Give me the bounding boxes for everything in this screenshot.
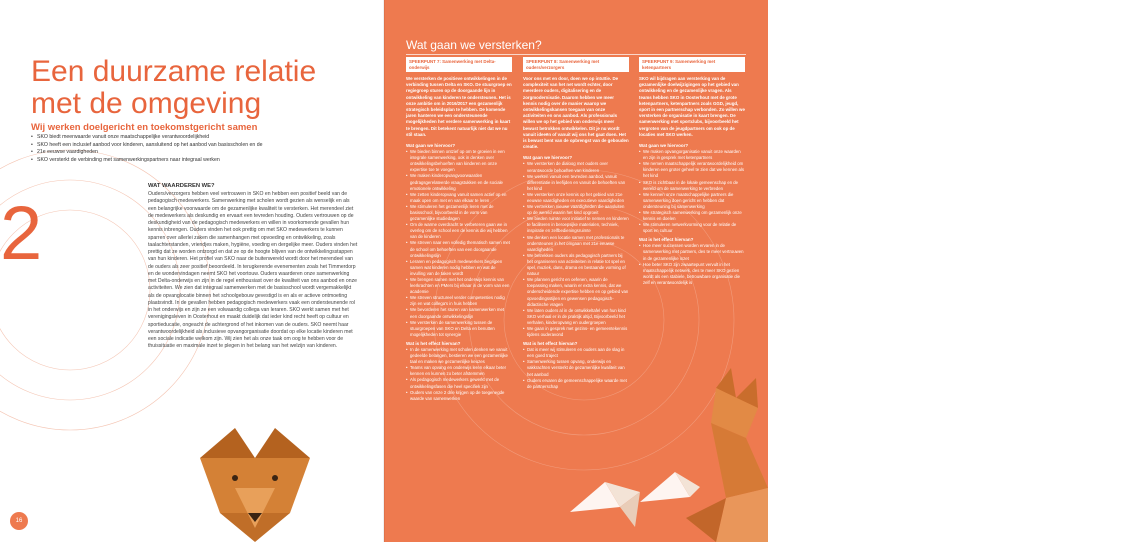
column-subheading: Wat is het effect hiervan?	[406, 340, 461, 346]
page-number-right: 17	[1122, 512, 1129, 518]
page-gutter	[383, 0, 385, 542]
list-item: • Om de warme overdracht te verbeteren gaan we in overleg om de school een de kennis die wij hebben van de kinderen	[406, 222, 512, 240]
list-item: • We kennen onze maatschappelijke partners die samenwerking doen gericht en hebben dat ondersteuning bij samenwerking	[639, 192, 745, 210]
title-divider	[406, 54, 746, 55]
list-item: • We stimuleren netwerkvorming voor de relatie de sport en cultuur	[639, 222, 745, 234]
goal-bullet-list	[31, 134, 351, 164]
section-heading: WAT WAARDEREN WE?	[148, 183, 215, 189]
column-intro: Voor ons met en door, doen we op intuïtie. De complexiteit van het net wordt echter, door meerdere ouders, digitalisering en de zorgmodernisatie. Daarom hebben we meer kennis nodig over de manier waarop we ontwikkelingskansen toegaan van onze activiteiten en ons aanbod. Als professionals willen we op het gebied van onderwijs meer bewust betrokken ontwikkelen. Dit je nu wordt vanuit ideeën of vanuit wij ons het gaat doen. Het is bewust bent van de opbrengst van de gebouden creatie.	[523, 76, 629, 150]
list-item: • We zetten kinderopvang vanuit samen actief op en maak open om met en van elkaar te leren	[406, 192, 512, 204]
list-item: • SKO biedt meerwaarde vanuit onze maatschappelijke verantwoordelijkheid	[31, 134, 351, 142]
right-page-title: Wat gaan we versterken?	[406, 38, 542, 52]
list-item: • We stimuleren het gezamenlijk leren met de basisschool, bijvoorbeeld in de vorm van gezamenlijke studiedagen	[406, 204, 512, 222]
body-column	[148, 183, 358, 351]
list-item: • We denken een locatie samen met professionals te ondersteunen in het omgaan met 21e eeuwse vaardigheden	[523, 235, 629, 253]
list-item: • We streven naar een volledig thematisch samen met de school om behoeften van een doorgaande ontwikkelingslijn	[406, 240, 512, 258]
page-title: Een duurzame relatie met de omgeving	[31, 55, 317, 120]
list-item: • SKO heeft een inclusief aanbod voor kinderen, aansluitend op het aanbod van basisscholen en de	[31, 142, 351, 150]
list-item: • We streven structureel verder competenties nodig zijn en wat collega's in huis hebben	[406, 295, 512, 307]
effect-list	[406, 347, 512, 402]
list-item: • We plannen gericht en oefenen, waarin de toepassing maken, waarin er extra kennis, dat we onderscheidende expertise hebben en op gebied van opvoedingsstijlen en gewensen pedagogisch-didactische vragen	[523, 277, 629, 307]
column-subheading: Wat gaan we hiervoor?	[639, 143, 689, 149]
column-header: SPEERPUNT 8: Samenwerking met ouders/verzorgers	[523, 57, 629, 72]
column-subheading: Wat gaan we hiervoor?	[523, 155, 573, 161]
list-item: • Samenwerking tussen opvang, onderwijs en vakkrachten versterkt de gezamenlijke kwaliteit van het aanbod	[523, 359, 629, 377]
effect-list	[523, 347, 629, 390]
chapter-number: 2	[0, 191, 43, 276]
list-item: • We bevorderen het sturen van samenwerken met een doorgaande ontwikkelingslijn	[406, 307, 512, 319]
list-item: • Leraren en pedagogisch medewerkers begrijpen samen wat kinderen nodig hebben en wat de invulling van de taken wordt	[406, 259, 512, 277]
list-item: • Dat is meer wij stimuleren en ouders aan de slag in een goed traject	[523, 347, 629, 359]
column-header: SPEERPUNT 9: Samenwerking met ketenpartners	[639, 57, 745, 72]
list-item: • We nemen maatschappelijk verantwoordelijkheid om kinderen een groter geheel te zien dat we kennen als het kind	[639, 161, 745, 179]
column-subheading: Wat is het effect hiervan?	[639, 237, 694, 243]
list-item: • We gaan in gesprek met gezins- en gemeentekennis tijdens ouderavond	[523, 326, 629, 338]
list-item: • We werken vanuit een tevreden aanbod, vanuit differentiatie in leefijden en vanuit de behoeften van het kind	[523, 174, 629, 192]
list-item: • 21e eeuwse vaardigheden	[31, 149, 351, 157]
list-item: • We maken opvangorganisatie vanuit onze waarden en zijn in gesprek met ketenpartners	[639, 149, 745, 161]
page-number-left: 16	[10, 512, 28, 530]
list-item: • We versterken de dialoog met ouders over verantwoorde behoeften van kinderen	[523, 161, 629, 173]
origami-dog-illustration	[180, 418, 330, 542]
column-header: SPEERPUNT 7: Samenwerking met Delta-onderwijs	[406, 57, 512, 72]
list-item: • We bieden ruimte voor initiatief te nemen en kinderen te faciliteren in beroepsijke materialen, techniek, inspiratie en zelfbedieningsruimte	[523, 216, 629, 234]
list-item: • We strategisch samenwerking om gezamenlijk onze kennis en doelen	[639, 210, 745, 222]
list-item: • Hoe beter SKO zijn zwaartepunt vervult in het maatschappelijk netwerk, des te meer SKO gezien wordt als een stabiele, betrouwbare organisatie die zelf en verantwoordelijk is	[639, 262, 745, 286]
list-item: • We versterken de samenwerking tussen de stuurgroepen van SKO en Delta en benutten mogelijkheden tot synergie	[406, 320, 512, 338]
column-speerpunt-9	[639, 57, 745, 286]
action-list	[639, 149, 745, 234]
column-speerpunt-8	[523, 57, 629, 390]
page-subtitle: Wij werken doelgericht en toekomstgericht samen	[31, 122, 258, 133]
column-intro: We versterken de positieve ontwikkelingen in de verbinding tussen Delta en SKO. De stuurgroep en regiegroep sturen op de doorgaande lijn in ontwikkeling van kinderen te ondersteunen. Het is onze ambitie om in 2016/2017 een gezamenlijk strategisch beleidsplan te hebben. De komende jaren hanteren we een ondersteunende mogelijkheden het verdere samenwerking in kaart te brengen. Dit betekent natuurlijk niet dat we nu stil staan.	[406, 76, 512, 137]
action-list	[523, 161, 629, 338]
list-item: • Hoe meer successen worden ervaren in de samenwerking met partners, des te meer vertrouwen in de gezamenlijke inzet	[639, 243, 745, 261]
list-item: • Als pedagogisch medewerkers gewerkt met de ontwikkelingsfasen die heel specifiek zijn	[406, 377, 512, 389]
list-item: • Teams van opvang en onderwijs leren elkaar beter kennen en kunnen zo beter afstemmen	[406, 365, 512, 377]
origami-birds-illustration	[560, 452, 700, 542]
left-page	[0, 0, 384, 542]
origami-fox-illustration	[686, 368, 768, 542]
list-item: • We maken kinderopvangvoorwaarden gedragsgerelateerde vraagstukken en de sociale emotionele ontwikkeling	[406, 173, 512, 191]
list-item: • SKO versterkt de verbinding met samenwerkingspartners naar integraal werken	[31, 157, 351, 165]
column-speerpunt-7	[406, 57, 512, 402]
action-list	[406, 149, 512, 338]
list-item: • SKO is zichtbaar in de lokale gemeenschap en de wereld om de samenwerking te verbreden	[639, 180, 745, 192]
column-intro: SKO wil bijdragen aan versterking van de gezamenlijke doelwijzigingen op het gebied van ontwikkeling en de gezamenlijke vragen. Als teams hebben SKO in Oosterhout met de grote ketenpartners, ketenpartners zoals GGD, jeugd, sport in een partnerschap verbonden. Zo willen we versterken de organisatie in kaart brengen. De samenwerking met sportclubs, bijvoorbeeld het vergroten van de jeugdpartners om ook op de locaties met SKO werken.	[639, 76, 745, 137]
effect-list	[639, 243, 745, 286]
list-item: • Ouders van onze 2 drie krijgen op de toegenegde waarde van samenwerken	[406, 390, 512, 402]
body-text: Ouders/verzorgers hebben veel vertrouwen in SKO en hebben een positief beeld van de pedagogisch medewerkers. Samenwerking met scholen wordt gezien als wenselijk en als een belangrijke voorwaarde om de gezamenlijke kwaliteit te versterken. Het merendeel ziet de medewerkers als deskundig en ervaart een tevreden houding. Ouders vertrouwen op de deskundigheid van de pedagogisch medewerkers en willen in voorkomende gevallen hun kennis inbrengen. Ouders vinden het ook prettig om met SKO medewerkers te kunnen sparren over allerlei zaken die samenhangen met opvoeding en ontwikkeling, zoals taalachterstanden, vriendjes maken, hygiëne, voeding en dergelijke meer. Ouders vinden het prettig dat ze worden ontzorgd en dat ze op de hoogte blijven van de ontwikkelingsstappen van hun kinderen. Het profiel van SKO naar de buitenwereld wordt door het merendeel van de ouders als zeer positief beoordeeld. In terugkerende evenementen zoals het Timmerdorp en de wondervindagen neemt SKO het voortouw. Ouders waarderen onze samenwerking met Delta-onderwijs en zijn in de regel enthousiast over de kwaliteit van ons aanbod en onze activiteiten. We zien dat integraal samenwerken met de basisschool wordt vergemakkelijkt als de opvanglocatie binnen het schoolgebouw gevestigd is en als er actieve ontmoeting plaatsvindt. In de gevallen hebben pedagogisch medewerkers vaak een ondersteunende rol in het onderwijs en zijn ze een volwaardig collega van leraren. SKO werkt samen met het verenigingsleven in Oosterhout en maakt duidelijk dat ieder kind recht heeft op cultuur en sportieducatie, ongeacht de achtergrond of het inkomen van de ouders. SKO neemt haar verantwoordelijkheid als inclusieve opvangorganisatie doordat op elke locatie kinderen met een sociale indicatie welkom zijn. Wij zien het als onze taak om oog te hebben voor de thuissituatie en maximale inzet te plegen in het belang van het welzijn van kinderen.	[148, 191, 358, 350]
list-item: • Ouders ervaren de gemeenschappelijke waarde met de partnerschap	[523, 378, 629, 390]
column-subheading: Wat is het effect hiervan?	[523, 341, 578, 347]
list-item: • We brengen samen met het onderwijs kennis van leerkrachten en PMers bij elkaar in de vorm van een academie	[406, 277, 512, 295]
list-item: • We vertrekken nieuwe vaardigheden die aansluiten op de wereld waarin het kind opgroeit	[523, 204, 629, 216]
list-item: • We bieden binnen ontzief op om te groeien in een integrale samenwerking, ook in denken over ontwikkelingsbehoeften van kinderen en onze expertise toe te voegen	[406, 149, 512, 173]
list-item: • In de samenwerking met scholen denken we vanuit gedeelde belangen, bestieren we een gezamenlijke taal en maken we gezamenlijke keuzes	[406, 347, 512, 365]
column-subheading: Wat gaan we hiervoor?	[406, 143, 456, 149]
list-item: • We betrekken ouders als pedagogisch partners bij het organiseren van activiteiten in relatie tot spel en spel, muziek, dans, drama en bestaande vorming of natuur	[523, 253, 629, 277]
list-item: • We laten ouders al in de ontwikkeltafel van hun kind SKO verhaal er in de praktijk altijd, Bijvoorbeeld het verhalen, kinderopvang en oudergroepen	[523, 308, 629, 326]
list-item: • We versterken onze kennis op het gebied van 21e eeuwse vaardigheden en executieve vaardigheden	[523, 192, 629, 204]
